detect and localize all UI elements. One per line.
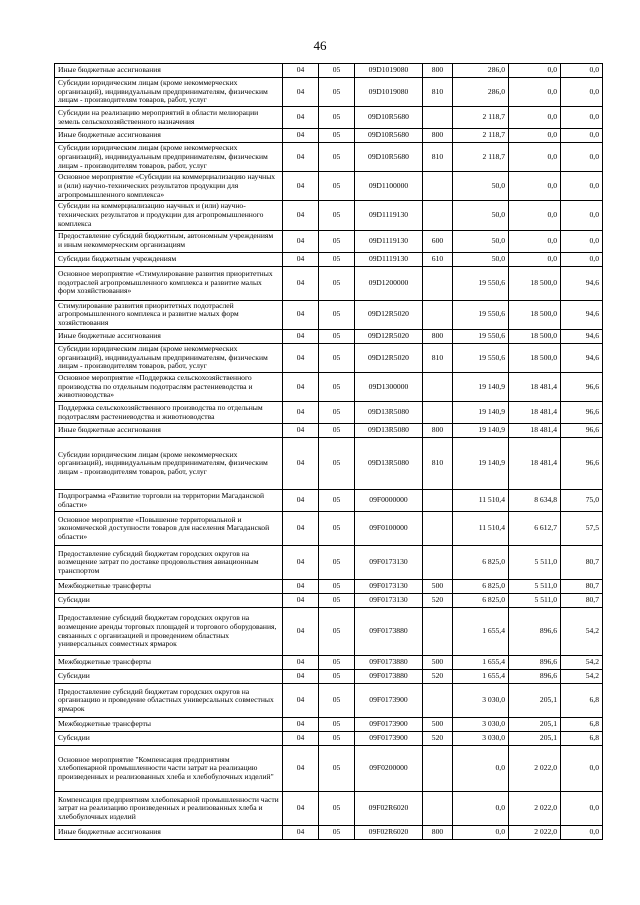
table-row [55, 826, 603, 840]
cell-section: 04 [283, 252, 319, 266]
table-row [55, 512, 603, 546]
cell-planned-amount: 2 118,7 [453, 143, 509, 172]
cell-section: 04 [283, 172, 319, 201]
cell-section: 04 [283, 546, 319, 580]
cell-expense-type: 500 [423, 718, 453, 732]
cell-planned-amount: 19 550,6 [453, 343, 509, 372]
cell-planned-amount: 6 825,0 [453, 580, 509, 594]
cell-name: Основное мероприятие «Субсидии на коммерциализацию научных и (или) научно-технических результатов продукции для агропромышленного комплекса» [55, 172, 283, 201]
table-row [55, 608, 603, 656]
cell-section: 04 [283, 826, 319, 840]
cell-percent: 54,2 [561, 656, 603, 670]
cell-percent: 54,2 [561, 670, 603, 684]
cell-percent: 0,0 [561, 78, 603, 107]
cell-expense-type: 520 [423, 670, 453, 684]
table-row [55, 343, 603, 372]
cell-percent: 96,6 [561, 438, 603, 490]
cell-section: 04 [283, 792, 319, 826]
cell-name: Межбюджетные трансферты [55, 656, 283, 670]
cell-planned-amount: 1 655,4 [453, 670, 509, 684]
cell-target-article: 09D13R5080 [355, 438, 423, 490]
cell-executed-amount: 8 634,8 [509, 490, 561, 512]
cell-name: Субсидии бюджетным учреждениям [55, 252, 283, 266]
cell-executed-amount: 2 022,0 [509, 792, 561, 826]
cell-name: Основное мероприятие «Стимулирование развития приоритетных подотраслей агропромышленного комплекса и развитие малых форм хозяйствования» [55, 266, 283, 300]
cell-section: 04 [283, 684, 319, 718]
cell-percent: 94,6 [561, 300, 603, 329]
cell-planned-amount: 11 510,4 [453, 512, 509, 546]
cell-expense-type [423, 546, 453, 580]
cell-name: Субсидии на реализацию мероприятий в области мелиорации земель сельскохозяйственного назначения [55, 107, 283, 129]
cell-section: 04 [283, 266, 319, 300]
cell-expense-type [423, 372, 453, 401]
cell-expense-type [423, 490, 453, 512]
cell-percent: 96,6 [561, 402, 603, 424]
cell-expense-type [423, 107, 453, 129]
cell-planned-amount: 50,0 [453, 252, 509, 266]
cell-percent: 80,7 [561, 546, 603, 580]
cell-expense-type: 520 [423, 732, 453, 746]
table-row [55, 490, 603, 512]
cell-section: 04 [283, 230, 319, 252]
cell-planned-amount: 1 655,4 [453, 656, 509, 670]
cell-subsection: 05 [319, 490, 355, 512]
table-row [55, 684, 603, 718]
cell-subsection: 05 [319, 329, 355, 343]
cell-subsection: 05 [319, 746, 355, 792]
cell-subsection: 05 [319, 826, 355, 840]
table-row [55, 300, 603, 329]
cell-planned-amount: 11 510,4 [453, 490, 509, 512]
cell-name: Субсидии юридическим лицам (кроме некоммерческих организаций), индивидуальным предпринимателям, физическим лицам - производителям товаров, работ, услуг [55, 143, 283, 172]
cell-expense-type: 810 [423, 438, 453, 490]
cell-percent: 6,8 [561, 718, 603, 732]
cell-planned-amount: 50,0 [453, 201, 509, 230]
cell-name: Основное мероприятие "Компенсация предприятиям хлебопекарной промышленности части затрат на реализацию произведенных и реализованных хлеба и хлебобулочных изделий" [55, 746, 283, 792]
cell-expense-type: 810 [423, 343, 453, 372]
cell-planned-amount: 3 030,0 [453, 732, 509, 746]
cell-subsection: 05 [319, 608, 355, 656]
cell-percent: 94,6 [561, 343, 603, 372]
cell-target-article: 09D1019080 [355, 64, 423, 78]
table-row [55, 656, 603, 670]
cell-planned-amount: 50,0 [453, 172, 509, 201]
page-number: 46 [313, 38, 327, 53]
cell-target-article: 09F02R6020 [355, 826, 423, 840]
cell-name: Межбюджетные трансферты [55, 718, 283, 732]
cell-planned-amount: 19 140,9 [453, 438, 509, 490]
cell-name: Стимулирование развития приоритетных подотраслей агропромышленного комплекса и развитие малых форм хозяйствования [55, 300, 283, 329]
cell-executed-amount: 0,0 [509, 78, 561, 107]
cell-expense-type: 800 [423, 329, 453, 343]
cell-subsection: 05 [319, 201, 355, 230]
cell-subsection: 05 [319, 512, 355, 546]
cell-target-article: 09D1119130 [355, 201, 423, 230]
cell-executed-amount: 0,0 [509, 172, 561, 201]
cell-subsection: 05 [319, 266, 355, 300]
cell-section: 04 [283, 490, 319, 512]
cell-executed-amount: 205,1 [509, 684, 561, 718]
cell-subsection: 05 [319, 594, 355, 608]
cell-executed-amount: 0,0 [509, 64, 561, 78]
cell-percent: 80,7 [561, 594, 603, 608]
cell-target-article: 09F0173880 [355, 608, 423, 656]
cell-subsection: 05 [319, 580, 355, 594]
cell-percent: 6,8 [561, 684, 603, 718]
cell-target-article: 09D13R5080 [355, 402, 423, 424]
cell-planned-amount: 6 825,0 [453, 594, 509, 608]
cell-name: Поддержка сельскохозяйственного производства по отдельным подотраслям растениеводства и животноводства [55, 402, 283, 424]
cell-planned-amount: 286,0 [453, 78, 509, 107]
cell-target-article: 09D13R5080 [355, 424, 423, 438]
cell-name: Основное мероприятие «Поддержка сельскохозяйственного производства по отдельным подотраслям растениеводства и животноводства» [55, 372, 283, 401]
cell-name: Подпрограмма «Развитие торговли на территории Магаданской области» [55, 490, 283, 512]
cell-name: Предоставление субсидий бюджетам городских округов на возмещение аренды торговых площадей и торгового оборудования, связанных с организацией и проведением областных универсальных совместных ярмарок [55, 608, 283, 656]
cell-target-article: 09D1119130 [355, 230, 423, 252]
cell-target-article: 09D12R5020 [355, 300, 423, 329]
table-row [55, 64, 603, 78]
cell-subsection: 05 [319, 343, 355, 372]
cell-name: Субсидии [55, 594, 283, 608]
cell-planned-amount: 0,0 [453, 792, 509, 826]
cell-executed-amount: 18 500,0 [509, 329, 561, 343]
cell-executed-amount: 205,1 [509, 732, 561, 746]
cell-percent: 94,6 [561, 329, 603, 343]
cell-section: 04 [283, 718, 319, 732]
cell-planned-amount: 0,0 [453, 826, 509, 840]
cell-executed-amount: 205,1 [509, 718, 561, 732]
cell-subsection: 05 [319, 78, 355, 107]
cell-planned-amount: 2 118,7 [453, 129, 509, 143]
cell-expense-type [423, 746, 453, 792]
cell-name: Предоставление субсидий бюджетам городских округов на организацию и проведение областных универсальных совместных ярмарок [55, 684, 283, 718]
cell-expense-type: 600 [423, 230, 453, 252]
cell-planned-amount: 19 550,6 [453, 300, 509, 329]
cell-section: 04 [283, 402, 319, 424]
cell-expense-type: 500 [423, 580, 453, 594]
cell-target-article: 09F0200000 [355, 746, 423, 792]
cell-subsection: 05 [319, 656, 355, 670]
cell-percent: 0,0 [561, 201, 603, 230]
cell-section: 04 [283, 107, 319, 129]
cell-name: Иные бюджетные ассигнования [55, 424, 283, 438]
cell-subsection: 05 [319, 143, 355, 172]
cell-target-article: 09F0173900 [355, 718, 423, 732]
cell-target-article: 09F0000000 [355, 490, 423, 512]
cell-percent: 94,6 [561, 266, 603, 300]
cell-executed-amount: 18 481,4 [509, 372, 561, 401]
cell-percent: 0,0 [561, 143, 603, 172]
table-row [55, 107, 603, 129]
table-row [55, 402, 603, 424]
table-row [55, 580, 603, 594]
table-row [55, 329, 603, 343]
cell-subsection: 05 [319, 172, 355, 201]
cell-executed-amount: 18 481,4 [509, 438, 561, 490]
cell-percent: 6,8 [561, 732, 603, 746]
table-row [55, 594, 603, 608]
cell-subsection: 05 [319, 372, 355, 401]
cell-executed-amount: 0,0 [509, 143, 561, 172]
cell-percent: 0,0 [561, 230, 603, 252]
cell-target-article: 09D1119130 [355, 252, 423, 266]
cell-executed-amount: 0,0 [509, 201, 561, 230]
cell-section: 04 [283, 746, 319, 792]
cell-percent: 75,0 [561, 490, 603, 512]
cell-percent: 0,0 [561, 172, 603, 201]
cell-target-article: 09D10R5680 [355, 107, 423, 129]
table-row [55, 438, 603, 490]
cell-percent: 0,0 [561, 64, 603, 78]
cell-expense-type [423, 684, 453, 718]
cell-name: Субсидии [55, 732, 283, 746]
cell-planned-amount: 19 140,9 [453, 402, 509, 424]
cell-section: 04 [283, 608, 319, 656]
cell-planned-amount: 3 030,0 [453, 718, 509, 732]
cell-name: Иные бюджетные ассигнования [55, 329, 283, 343]
cell-percent: 0,0 [561, 826, 603, 840]
table-body [55, 64, 603, 840]
cell-target-article: 09F0173880 [355, 670, 423, 684]
cell-section: 04 [283, 64, 319, 78]
table-row [55, 718, 603, 732]
cell-target-article: 09D10R5680 [355, 129, 423, 143]
cell-planned-amount: 6 825,0 [453, 546, 509, 580]
cell-executed-amount: 896,6 [509, 670, 561, 684]
cell-name: Межбюджетные трансферты [55, 580, 283, 594]
table-row [55, 546, 603, 580]
cell-target-article: 09F0173900 [355, 732, 423, 746]
cell-executed-amount: 5 511,0 [509, 546, 561, 580]
cell-expense-type: 800 [423, 826, 453, 840]
cell-expense-type [423, 512, 453, 546]
table-row [55, 746, 603, 792]
cell-expense-type [423, 608, 453, 656]
cell-subsection: 05 [319, 402, 355, 424]
cell-expense-type: 810 [423, 143, 453, 172]
cell-section: 04 [283, 580, 319, 594]
cell-expense-type: 800 [423, 129, 453, 143]
cell-expense-type [423, 300, 453, 329]
cell-section: 04 [283, 670, 319, 684]
cell-section: 04 [283, 78, 319, 107]
cell-percent: 54,2 [561, 608, 603, 656]
cell-expense-type [423, 402, 453, 424]
cell-name: Субсидии юридическим лицам (кроме некоммерческих организаций), индивидуальным предпринимателям, физическим лицам - производителям товаров, работ, услуг [55, 438, 283, 490]
cell-name: Иные бюджетные ассигнования [55, 64, 283, 78]
cell-planned-amount: 19 140,9 [453, 424, 509, 438]
cell-section: 04 [283, 512, 319, 546]
cell-subsection: 05 [319, 252, 355, 266]
cell-planned-amount: 1 655,4 [453, 608, 509, 656]
table-row [55, 78, 603, 107]
cell-section: 04 [283, 732, 319, 746]
cell-expense-type [423, 792, 453, 826]
cell-subsection: 05 [319, 107, 355, 129]
cell-section: 04 [283, 594, 319, 608]
cell-target-article: 09F02R6020 [355, 792, 423, 826]
cell-target-article: 09D1200000 [355, 266, 423, 300]
cell-subsection: 05 [319, 230, 355, 252]
cell-section: 04 [283, 343, 319, 372]
cell-target-article: 09F0100000 [355, 512, 423, 546]
cell-percent: 96,6 [561, 424, 603, 438]
cell-target-article: 09F0173130 [355, 594, 423, 608]
cell-name: Иные бюджетные ассигнования [55, 129, 283, 143]
cell-subsection: 05 [319, 792, 355, 826]
cell-executed-amount: 18 500,0 [509, 343, 561, 372]
cell-percent: 0,0 [561, 107, 603, 129]
cell-name: Субсидии на коммерциализацию научных и (или) научно-технических результатов и продукции для агропромышленного комплекса [55, 201, 283, 230]
cell-target-article: 09D1300000 [355, 372, 423, 401]
cell-name: Основное мероприятие «Повышение территориальной и экономической доступности товаров для населения Магаданской области» [55, 512, 283, 546]
cell-planned-amount: 50,0 [453, 230, 509, 252]
cell-executed-amount: 18 500,0 [509, 300, 561, 329]
cell-percent: 0,0 [561, 746, 603, 792]
cell-section: 04 [283, 372, 319, 401]
cell-subsection: 05 [319, 684, 355, 718]
cell-target-article: 09D12R5020 [355, 329, 423, 343]
cell-percent: 0,0 [561, 129, 603, 143]
cell-percent: 57,5 [561, 512, 603, 546]
cell-expense-type: 810 [423, 78, 453, 107]
cell-name: Субсидии юридическим лицам (кроме некоммерческих организаций), индивидуальным предпринимателям, физическим лицам - производителям товаров, работ, услуг [55, 78, 283, 107]
cell-section: 04 [283, 129, 319, 143]
cell-name: Иные бюджетные ассигнования [55, 826, 283, 840]
cell-target-article: 09F0173880 [355, 656, 423, 670]
cell-expense-type: 610 [423, 252, 453, 266]
cell-subsection: 05 [319, 64, 355, 78]
cell-section: 04 [283, 438, 319, 490]
cell-section: 04 [283, 329, 319, 343]
table-row [55, 424, 603, 438]
cell-planned-amount: 3 030,0 [453, 684, 509, 718]
cell-target-article: 09F0173900 [355, 684, 423, 718]
cell-percent: 96,6 [561, 372, 603, 401]
cell-subsection: 05 [319, 546, 355, 580]
cell-executed-amount: 0,0 [509, 252, 561, 266]
cell-planned-amount: 19 140,9 [453, 372, 509, 401]
cell-expense-type: 520 [423, 594, 453, 608]
cell-subsection: 05 [319, 424, 355, 438]
cell-executed-amount: 18 500,0 [509, 266, 561, 300]
cell-percent: 80,7 [561, 580, 603, 594]
cell-expense-type: 800 [423, 64, 453, 78]
cell-target-article: 09D1100000 [355, 172, 423, 201]
cell-section: 04 [283, 143, 319, 172]
cell-section: 04 [283, 300, 319, 329]
table-row [55, 372, 603, 401]
table-row [55, 266, 603, 300]
budget-table [54, 63, 603, 840]
table-row [55, 172, 603, 201]
cell-subsection: 05 [319, 438, 355, 490]
cell-expense-type: 500 [423, 656, 453, 670]
table-row [55, 252, 603, 266]
cell-subsection: 05 [319, 670, 355, 684]
cell-executed-amount: 6 612,7 [509, 512, 561, 546]
cell-executed-amount: 2 022,0 [509, 746, 561, 792]
cell-name: Компенсация предприятиям хлебопекарной промышленности части затрат на реализацию произведенных и реализованных хлеба и хлебобулочных изделий [55, 792, 283, 826]
cell-executed-amount: 896,6 [509, 608, 561, 656]
cell-section: 04 [283, 424, 319, 438]
cell-target-article: 09D1019080 [355, 78, 423, 107]
table-row [55, 732, 603, 746]
cell-planned-amount: 19 550,6 [453, 329, 509, 343]
cell-name: Предоставление субсидий бюджетам городских округов на возмещение затрат по доставке продовольствия авиационным транспортом [55, 546, 283, 580]
cell-name: Субсидии юридическим лицам (кроме некоммерческих организаций), индивидуальным предпринимателям, физическим лицам - производителям товаров, работ, услуг [55, 343, 283, 372]
cell-executed-amount: 0,0 [509, 230, 561, 252]
cell-subsection: 05 [319, 300, 355, 329]
cell-executed-amount: 5 511,0 [509, 580, 561, 594]
cell-subsection: 05 [319, 129, 355, 143]
table-row [55, 129, 603, 143]
cell-percent: 0,0 [561, 252, 603, 266]
table-row [55, 143, 603, 172]
cell-subsection: 05 [319, 718, 355, 732]
cell-executed-amount: 5 511,0 [509, 594, 561, 608]
table-row [55, 792, 603, 826]
cell-expense-type: 800 [423, 424, 453, 438]
cell-planned-amount: 2 118,7 [453, 107, 509, 129]
cell-expense-type [423, 266, 453, 300]
cell-target-article: 09F0173130 [355, 580, 423, 594]
cell-name: Субсидии [55, 670, 283, 684]
cell-section: 04 [283, 656, 319, 670]
cell-target-article: 09D10R5680 [355, 143, 423, 172]
cell-executed-amount: 18 481,4 [509, 424, 561, 438]
cell-planned-amount: 286,0 [453, 64, 509, 78]
cell-percent: 0,0 [561, 792, 603, 826]
cell-section: 04 [283, 201, 319, 230]
cell-target-article: 09F0173130 [355, 546, 423, 580]
table-row [55, 670, 603, 684]
cell-expense-type [423, 172, 453, 201]
cell-expense-type [423, 201, 453, 230]
table-row [55, 230, 603, 252]
cell-planned-amount: 19 550,6 [453, 266, 509, 300]
cell-executed-amount: 2 022,0 [509, 826, 561, 840]
cell-executed-amount: 0,0 [509, 107, 561, 129]
cell-name: Предоставление субсидий бюджетным, автономным учреждениям и иным некоммерческим организациям [55, 230, 283, 252]
cell-planned-amount: 0,0 [453, 746, 509, 792]
cell-executed-amount: 18 481,4 [509, 402, 561, 424]
cell-target-article: 09D12R5020 [355, 343, 423, 372]
table-row [55, 201, 603, 230]
cell-subsection: 05 [319, 732, 355, 746]
cell-executed-amount: 0,0 [509, 129, 561, 143]
cell-executed-amount: 896,6 [509, 656, 561, 670]
